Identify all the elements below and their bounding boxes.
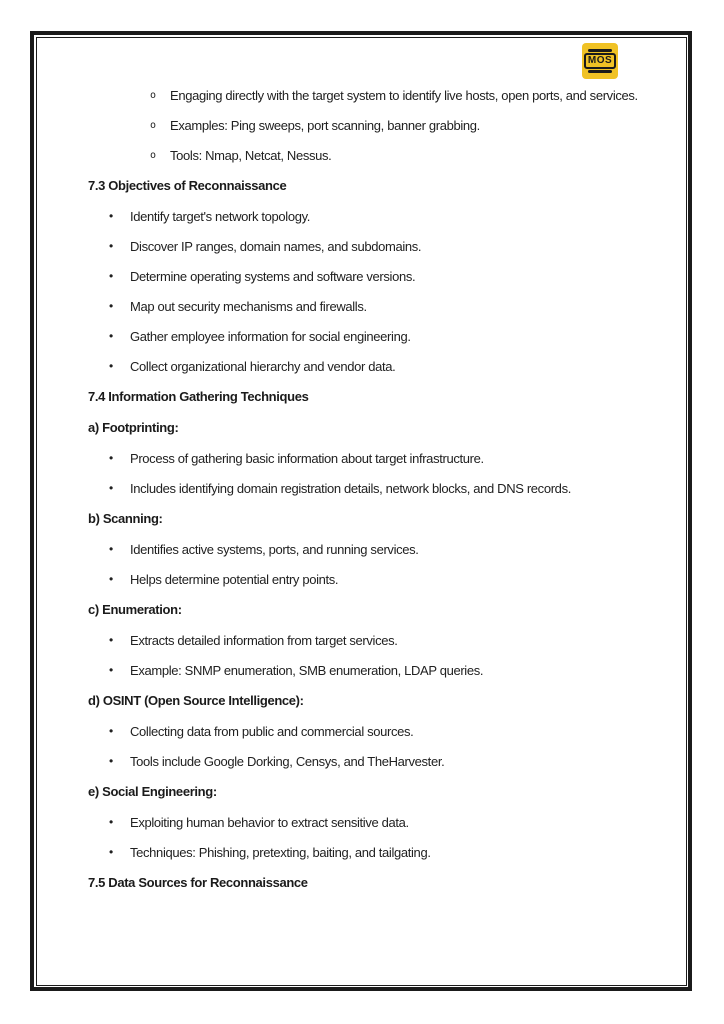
bullet-text: Identify target's network topology. — [130, 209, 311, 224]
bullet-item — [88, 538, 648, 561]
bullet-text: Tools: Nmap, Netcat, Nessus. — [170, 148, 332, 163]
section-heading: e) Social Engineering: — [88, 784, 217, 799]
bullet-text: Process of gathering basic information about target infrastructure. — [130, 451, 484, 466]
section-heading: c) Enumeration: — [88, 602, 182, 617]
bullet-text: Exploiting human behavior to extract sensitive data. — [130, 815, 409, 830]
bullet-item — [88, 205, 648, 228]
bullet-text: Collect organizational hierarchy and vendor data. — [130, 359, 396, 374]
bullet-item — [88, 355, 648, 378]
bullet-text: Engaging directly with the target system to identify live hosts, open ports, and services. — [170, 88, 638, 103]
bullet-item — [88, 114, 648, 137]
bullet-text: Techniques: Phishing, pretexting, baiting, and tailgating. — [130, 845, 431, 860]
section-heading: 7.4 Information Gathering Techniques — [88, 389, 309, 404]
disc-bullet-icon: • — [109, 299, 113, 313]
bullet-text: Helps determine potential entry points. — [130, 572, 339, 587]
bullet-item — [88, 144, 648, 167]
disc-bullet-icon: • — [109, 209, 113, 223]
bullet-text: Tools include Google Dorking, Censys, and TheHarvester. — [130, 754, 445, 769]
disc-bullet-icon: • — [109, 269, 113, 283]
document-content — [88, 84, 648, 902]
bullet-item — [88, 841, 648, 864]
bullet-item — [88, 84, 648, 107]
logo-mos-label: MOS — [584, 53, 616, 69]
bullet-text: Discover IP ranges, domain names, and subdomains. — [130, 239, 422, 254]
bullet-item — [88, 295, 648, 318]
disc-bullet-icon: • — [109, 329, 113, 343]
bullet-item — [88, 447, 648, 470]
section-heading: a) Footprinting: — [88, 420, 179, 435]
disc-bullet-icon: • — [109, 481, 113, 495]
disc-bullet-icon: • — [109, 724, 113, 738]
bullet-text: Example: SNMP enumeration, SMB enumeration, LDAP queries. — [130, 663, 484, 678]
bullet-item — [88, 235, 648, 258]
disc-bullet-icon: • — [109, 239, 113, 253]
bullet-item — [88, 568, 648, 591]
disc-bullet-icon: • — [109, 633, 113, 647]
mos-logo — [582, 43, 618, 79]
bullet-text: Examples: Ping sweeps, port scanning, banner grabbing. — [170, 118, 480, 133]
section-heading: 7.3 Objectives of Reconnaissance — [88, 178, 287, 193]
bullet-text: Extracts detailed information from target services. — [130, 633, 398, 648]
bullet-text: Determine operating systems and software versions. — [130, 269, 416, 284]
disc-bullet-icon: • — [109, 845, 113, 859]
bullet-item — [88, 477, 648, 500]
disc-bullet-icon: • — [109, 359, 113, 373]
bullet-text: Map out security mechanisms and firewalls. — [130, 299, 367, 314]
disc-bullet-icon: • — [109, 754, 113, 768]
bullet-item — [88, 265, 648, 288]
bullet-item — [88, 720, 648, 743]
section-heading: d) OSINT (Open Source Intelligence): — [88, 693, 304, 708]
logo-banner-bottom-icon — [588, 70, 612, 73]
bullet-text: Collecting data from public and commercial sources. — [130, 724, 414, 739]
disc-bullet-icon: • — [109, 451, 113, 465]
bullet-text: Includes identifying domain registration details, network blocks, and DNS records. — [130, 481, 571, 496]
bullet-item — [88, 629, 648, 652]
disc-bullet-icon: • — [109, 663, 113, 677]
disc-bullet-icon: • — [109, 572, 113, 586]
section-heading: 7.5 Data Sources for Reconnaissance — [88, 875, 308, 890]
bullet-item — [88, 659, 648, 682]
circle-bullet-icon: o — [150, 150, 156, 161]
circle-bullet-icon: o — [150, 120, 156, 131]
logo-banner-top-icon — [588, 49, 612, 52]
disc-bullet-icon: • — [109, 542, 113, 556]
bullet-item — [88, 750, 648, 773]
disc-bullet-icon: • — [109, 815, 113, 829]
bullet-text: Gather employee information for social engineering. — [130, 329, 411, 344]
bullet-item — [88, 811, 648, 834]
bullet-text: Identifies active systems, ports, and running services. — [130, 542, 419, 557]
circle-bullet-icon: o — [150, 90, 156, 101]
section-heading: b) Scanning: — [88, 511, 163, 526]
bullet-item — [88, 325, 648, 348]
